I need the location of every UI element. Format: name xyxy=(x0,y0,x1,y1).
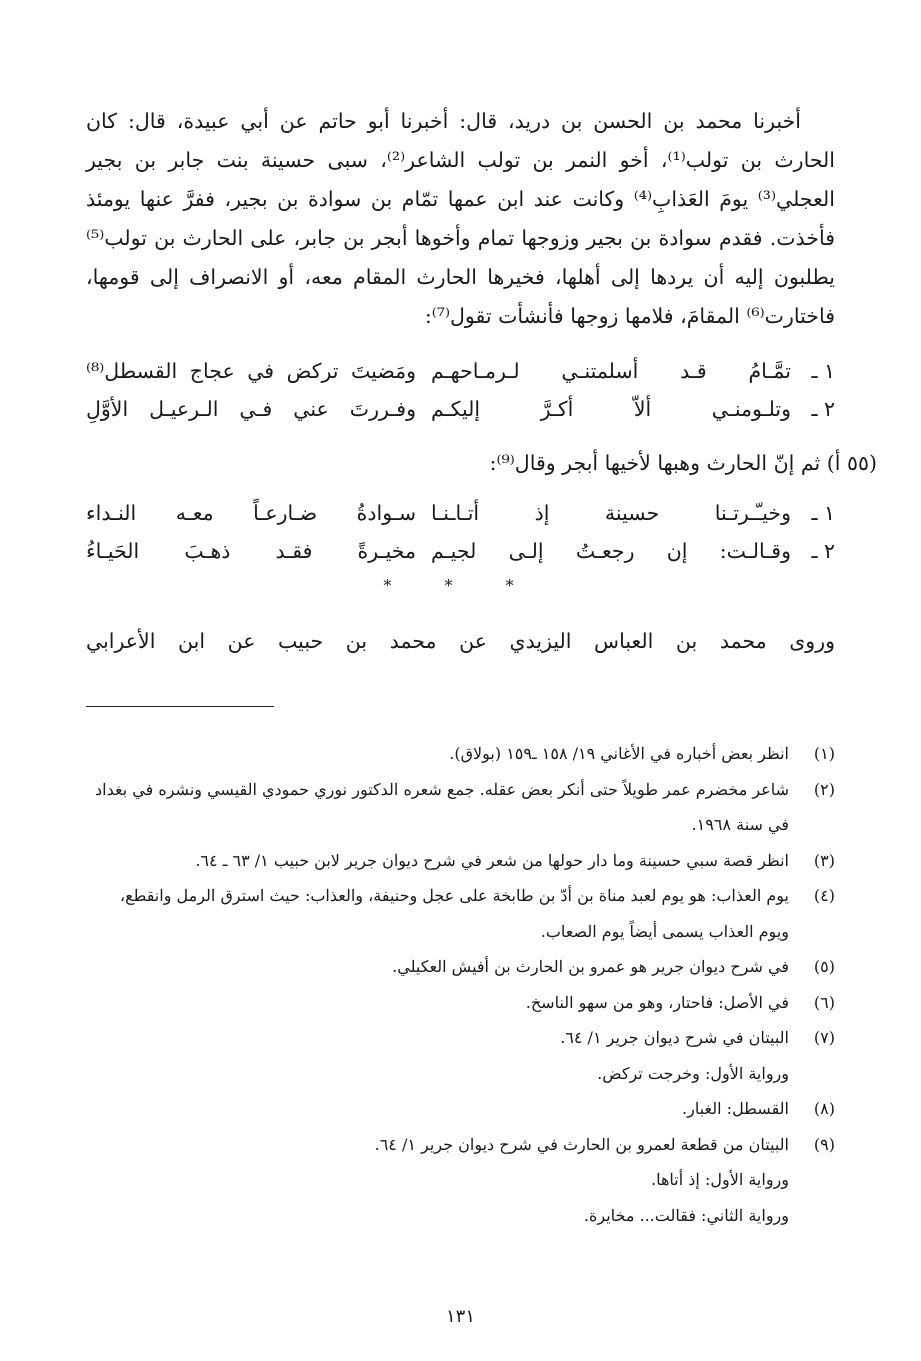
footnote-text: انظر قصة سبي حسينة وما دار حولها من شعر في شرح ديوان جرير لابن حبيب ١/ ٦٣ ـ ٦٤. xyxy=(195,850,789,870)
second-hemistich: مخيـرةً فقـد ذهـبَ الحَيـاءُ xyxy=(86,539,416,563)
verse-line xyxy=(86,352,835,390)
footnote-rule xyxy=(86,706,274,707)
footnote-number: (٧) xyxy=(813,1028,835,1047)
first-hemistich: وقـالـت: إن رجعـتُ إلـى لجيـم xyxy=(431,539,791,563)
second-hemistich: ومَضيتَ تركض في عجاج القسطل⁽⁸⁾ xyxy=(86,359,416,383)
verse-line xyxy=(86,532,835,570)
footnote-7 xyxy=(86,1020,835,1091)
page-number: ١٣١ xyxy=(445,1306,475,1327)
narrative-line: (٥٥ أ) ثم إنّ الحارث وهبها لأخيها أبجر وقال⁽⁹⁾: xyxy=(489,451,877,475)
verse-number: ١ ـ xyxy=(811,501,835,525)
footnote-text: البيتان في شرح ديوان جرير ١/ ٦٤. xyxy=(560,1028,789,1047)
footnote-text: في شرح ديوان جرير هو عمرو بن الحارث بن أفيش العكيلي. xyxy=(392,957,789,976)
footnote-4 xyxy=(86,878,835,949)
verse-number: ١ ـ xyxy=(811,359,835,383)
footnote-6 xyxy=(86,985,835,1021)
main-paragraph xyxy=(86,102,835,336)
first-hemistich: وتلـومنـي ألاّ أكـرَّ إليكـم xyxy=(431,397,791,421)
closing-line: وروى محمد بن العباس اليزيدي عن محمد بن حبيب عن ابن الأعرابي xyxy=(86,629,835,653)
footnote-text: انظر بعض أخباره في الأغاني ١٩/ ١٥٨ ـ١٥٩ (بولاق). xyxy=(449,744,789,763)
footnote-text: ورواية الأول: إذ أتاها. xyxy=(651,1170,789,1189)
poem-1 xyxy=(86,352,835,428)
footnote-text: في الأصل: فاحتار، وهو من سهو الناسخ. xyxy=(525,992,789,1012)
section-separator: * * * xyxy=(383,576,538,595)
footnote-5 xyxy=(86,949,835,985)
paragraph-1: أخبرنا محمد بن الحسن بن دريد، قال: أخبرنا أبو حاتم عن أبي عبيدة، قال: كان الحارث بن تولب⁽¹⁾، أخو النمر بن تولب الشاعر⁽²⁾، سبى حسينة بنت جابر بن بجير العجلي⁽³⁾ يومَ العَذابِ⁽⁴⁾ وكانت عند ابن عمها تمّام بن سوادة بن بجير، ففرَّ عنها يومئذ فأخذت. فقدم سوادة بن بجير وزوجها تمام وأخوها أبجر بن جابر، على الحارث بن تولب⁽⁵⁾ يطلبون إليه أن يردها إلى أهلها، فخيرها الحارث المقام معه، أو الانصراف إلى قومها، فاختارت⁽⁶⁾ المقامَ، فلامها زوجها فأنشأت تقول⁽⁷⁾: xyxy=(86,109,835,328)
footnote-3 xyxy=(86,843,835,879)
verse-line xyxy=(86,494,835,532)
footnote-number: (١) xyxy=(813,744,835,763)
footnote-text: القسطل: الغبار. xyxy=(682,1099,789,1118)
verse-line xyxy=(86,390,835,428)
poem-2 xyxy=(86,494,835,570)
footnote-1 xyxy=(86,736,835,772)
footnote-text: البيتان من قطعة لعمرو بن الحارث في شرح ديوان جرير ١/ ٦٤. xyxy=(374,1134,789,1154)
footnote-number: (٢) xyxy=(813,779,835,799)
footnote-text: ورواية الثاني: فقالت... مخايرة. xyxy=(583,1205,789,1225)
second-hemistich: سـوادةُ ضـارعـاً معـه النـداء xyxy=(86,501,416,525)
footnote-number: (٥) xyxy=(813,957,835,976)
second-hemistich: وفـررتَ عني فـي الـرعيـل الأوَّلِ xyxy=(86,397,416,421)
footnote-text: ورواية الأول: وخرجت تركض. xyxy=(597,1063,789,1083)
first-hemistich: وخيـّـرتـنا حسينة إذ أتـاـنـا xyxy=(431,501,791,525)
footnote-number: (٦) xyxy=(813,992,835,1012)
footnote-number: (٣) xyxy=(813,850,835,870)
footnote-2 xyxy=(86,772,835,843)
footnote-8 xyxy=(86,1091,835,1127)
footnote-number: (٩) xyxy=(813,1134,835,1154)
footnote-number: (٨) xyxy=(813,1099,835,1118)
footnote-text: يوم العذاب: هو يوم لعبد مناة بن أدّ بن طابخة على عجل وحنيفة، والعذاب: حيث استرق الرمل وانقطع، ويوم العذاب يسمى أيضاً يوم الصعاب. xyxy=(119,886,789,941)
verse-number: ٢ ـ xyxy=(811,397,835,421)
footnotes xyxy=(86,736,835,1233)
first-hemistich: تمَّـامُ قـد أسلمتنـي لـرمـاحهـم xyxy=(431,359,791,383)
footnote-number: (٤) xyxy=(813,886,835,905)
footnote-text: شاعر مخضرم عمر طويلاً حتى أنكر بعض عقله. جمع شعره الدكتور نوري حمودي القيسي ونشره في بغداد في سنة ١٩٦٨. xyxy=(95,779,789,834)
footnote-9 xyxy=(86,1127,835,1234)
verse-number: ٢ ـ xyxy=(811,539,835,563)
